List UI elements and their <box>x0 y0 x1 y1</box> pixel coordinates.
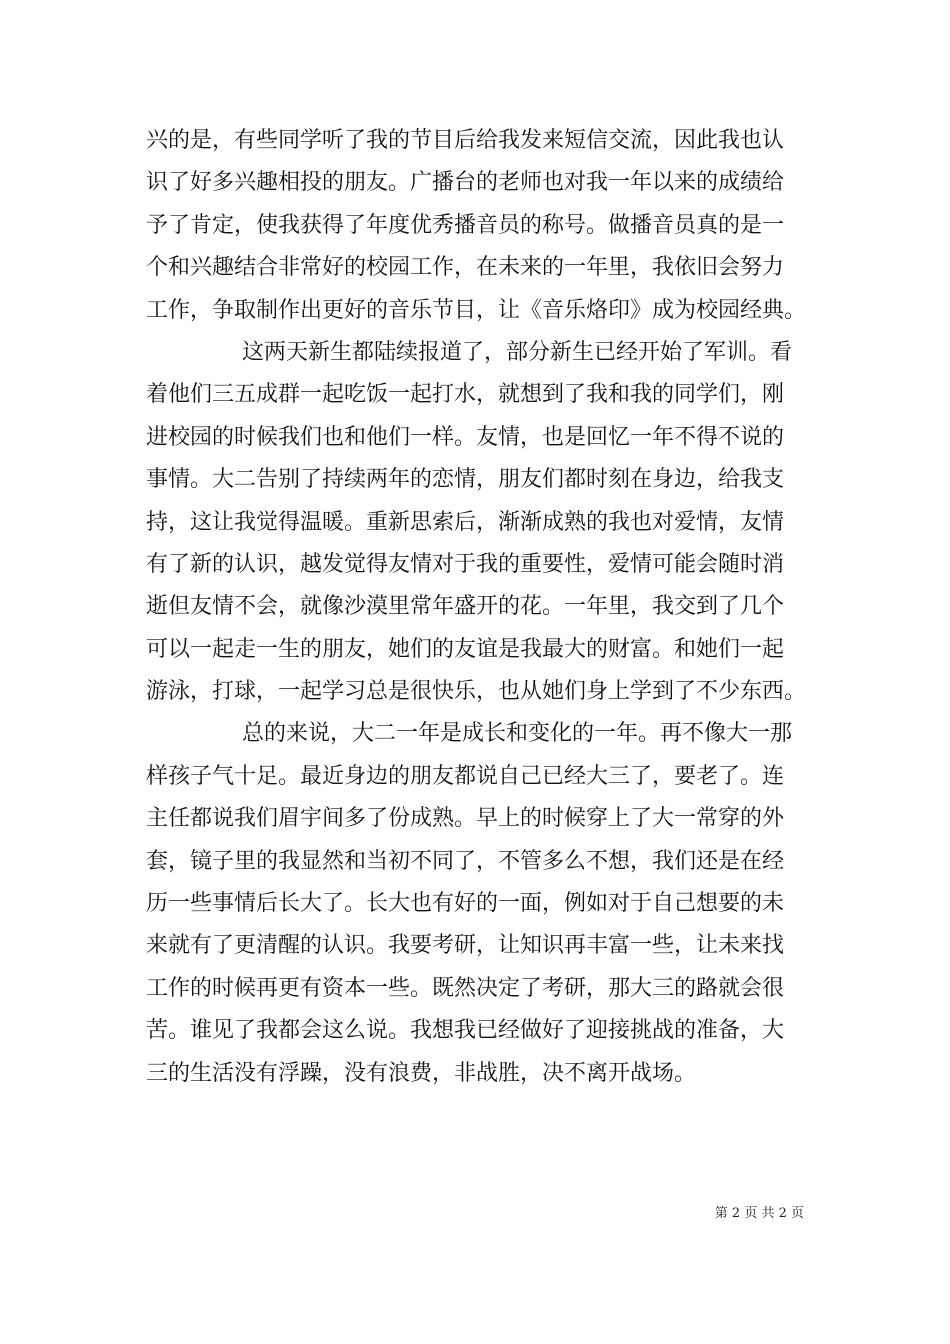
paragraph-2-line-2: 着他们三五成群一起吃饭一起打水，就想到了我和我的同学们，刚 <box>146 382 785 408</box>
paragraph-2-line-6: 有了新的认识，越发觉得友情对于我的重要性，爱情可能会随时消 <box>146 551 785 577</box>
paragraph-3-line-9: 三的生活没有浮躁，没有浪费，非战胜，决不离开战场。 <box>146 1060 697 1086</box>
paragraph-3-line-3: 主任都说我们眉宇间多了份成熟。早上的时候穿上了大一常穿的外 <box>146 806 785 832</box>
paragraph-1-line-1: 兴的是，有些同学听了我的节目后给我发来短信交流，因此我也认 <box>146 128 785 153</box>
paragraph-1-line-2: 识了好多兴趣相投的朋友。广播台的老师也对我一年以来的成绩给 <box>146 170 785 196</box>
body-text <box>146 120 810 1095</box>
paragraph-3-line-4: 套，镜子里的我显然和当初不同了，不管多么不想，我们还是在经 <box>146 848 785 874</box>
paragraph-3-line-7: 工作的时候再更有资本一些。既然决定了考研，那大三的路就会很 <box>146 975 785 1001</box>
paragraph-1-line-5: 工作，争取制作出更好的音乐节目，让《音乐烙印》成为校园经典。 <box>146 297 807 323</box>
paragraph-2-line-4: 事情。大二告别了持续两年的恋情，朋友们都时刻在身边，给我支 <box>146 467 785 493</box>
paragraph-3-line-2: 样孩子气十足。最近身边的朋友都说自己已经大三了，要老了。连 <box>146 763 785 789</box>
paragraph-2-line-9: 游泳，打球，一起学习总是很快乐，也从她们身上学到了不少东西。 <box>146 679 807 705</box>
paragraph-2-line-7: 逝但友情不会，就像沙漠里常年盛开的花。一年里，我交到了几个 <box>146 594 785 620</box>
paragraph-2-line-8: 可以一起走一生的朋友，她们的友谊是我最大的财富。和她们一起 <box>146 636 785 662</box>
paragraph-2-line-5: 持，这让我觉得温暖。重新思索后，渐渐成熟的我也对爱情，友情 <box>146 509 785 535</box>
paragraph-3-line-5: 历一些事情后长大了。长大也有好的一面，例如对于自己想要的未 <box>146 891 785 917</box>
paragraph-2-line-1: 这两天新生都陆续报道了，部分新生已经开始了军训。看 <box>242 339 793 365</box>
paragraph-2-line-3: 进校园的时候我们也和他们一样。友情，也是回忆一年不得不说的 <box>146 424 785 450</box>
paragraph-1-line-4: 个和兴趣结合非常好的校园工作，在未来的一年里，我依旧会努力 <box>146 255 785 281</box>
paragraph-3-line-6: 来就有了更清醒的认识。我要考研，让知识再丰富一些，让未来找 <box>146 933 785 959</box>
paragraph-3-line-8: 苦。谁见了我都会这么说。我想我已经做好了迎接挑战的准备，大 <box>146 1018 785 1044</box>
paragraph-1-line-3: 予了肯定，使我获得了年度优秀播音员的称号。做播音员真的是一 <box>146 212 785 238</box>
paragraph-3-line-1: 总的来说，大二一年是成长和变化的一年。再不像大一那 <box>242 721 793 747</box>
page-number-footer: 第 2 页 共 2 页 <box>714 1206 804 1221</box>
